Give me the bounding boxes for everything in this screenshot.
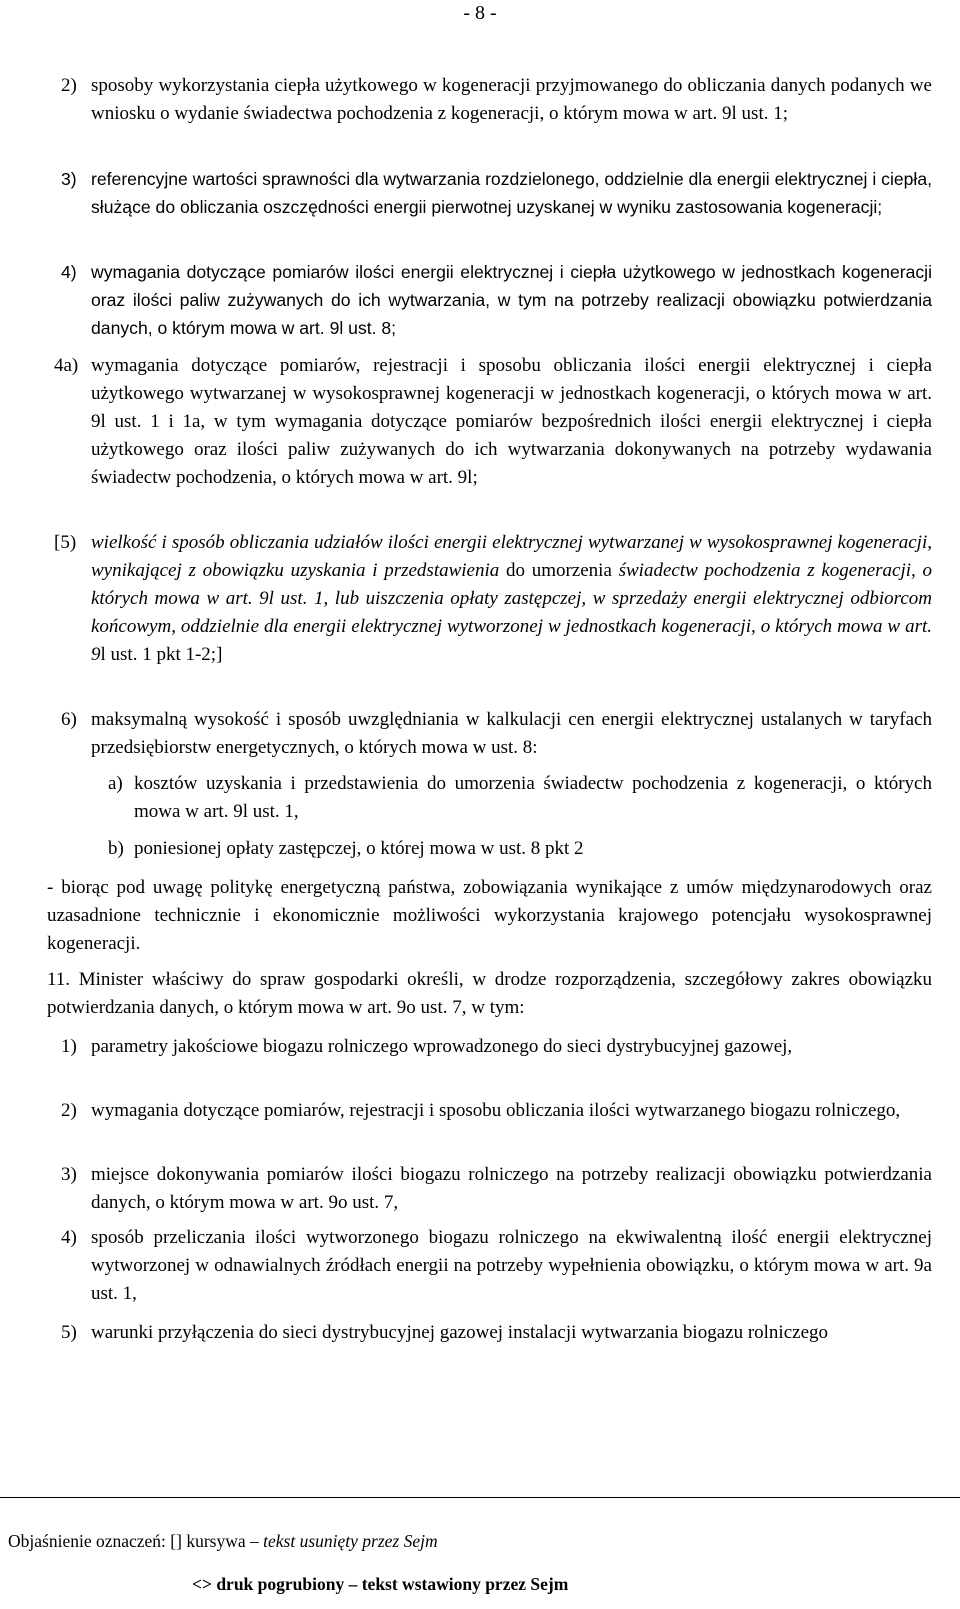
sub-list-item <box>108 770 932 826</box>
list-item <box>61 1033 932 1061</box>
list-item <box>61 1097 932 1125</box>
item-label: 3) <box>61 169 77 189</box>
item-label: 4) <box>61 1227 77 1248</box>
item-label: 5) <box>61 1322 77 1343</box>
item-text: wymagania dotyczące pomiarów ilości energii elektrycznej i ciepła użytkowego w jednostkach kogeneracji oraz ilości paliw zużywanych do ich wytwarzania, w tym na potrzeby realizacji obowiązku potwierdzania danych, o którym mowa w art. 9l ust. 8; <box>91 262 932 338</box>
page-number: - 8 - <box>463 2 497 24</box>
item-text: do umorzenia <box>505 560 612 581</box>
item-text: referencyjne wartości sprawności dla wytwarzania rozdzielonego, oddzielnie dla energii elektrycznej i ciepła, służące do obliczania oszczędności energii pierwotnej uzyskanej w wyniku zastosowania kogeneracji; <box>91 169 933 217</box>
item-label: b) <box>108 838 124 859</box>
list-item <box>61 1319 932 1347</box>
item-label: 2) <box>61 75 77 96</box>
legend-bracket: [] kursywa <box>170 1531 246 1551</box>
item-label: a) <box>108 773 123 794</box>
list-item <box>61 706 932 762</box>
paragraph-text: - biorąc pod uwagę politykę energetyczną państwa, zobowiązania wynikające z umów międzynarodowych oraz uzasadnione technicznie i ekonomicznie możliwości wykorzystania krajowego potencjału wysokosprawnej kogeneracji. <box>47 877 932 954</box>
footer-divider <box>0 1497 960 1498</box>
paragraph-11 <box>47 966 932 1022</box>
item-label: 6) <box>61 709 77 730</box>
list-item <box>54 352 932 492</box>
item-text: wymagania dotyczące pomiarów, rejestracji i sposobu obliczania ilości wytwarzanego biogazu rolniczego, <box>91 1100 901 1121</box>
item-label: 4) <box>61 262 77 282</box>
item-text: warunki przyłączenia do sieci dystrybucyjnej gazowej instalacji wytwarzania biogazu rolniczego <box>91 1322 829 1343</box>
deleted-text: świadectw pochodzenia z kogeneracji, o których mowa w art. 9l ust. 1, lub uiszczenia opłaty zastępczej, w sprzedaży energii elektrycznej odbiorcom końcowym, oddzielnie dla energii elektrycznej wytworzonej w jednostkach kogeneracji, o których mowa w art. 9 <box>91 560 933 665</box>
list-item <box>61 1224 932 1308</box>
deleted-text: wielkość i sposób obliczania udziałów ilości energii elektrycznej wytwarzanej w wysokosprawnej kogeneracji, wynikającej z obowiązku uzyskania i przedstawienia <box>91 532 932 581</box>
item-text: sposób przeliczania ilości wytworzonego biogazu rolniczego na ekwiwalentną ilość energii elektrycznej wytworzonej w odnawialnych źródłach energii na potrzeby wypełnienia obowiązku, o którym mowa w art. 9a ust. 1, <box>91 1227 932 1304</box>
item-text: poniesionej opłaty zastępczej, o której mowa w ust. 8 pkt 2 <box>134 838 584 859</box>
item-text: miejsce dokonywania pomiarów ilości biogazu rolniczego na potrzeby realizacji obowiązku potwierdzania danych, o którym mowa w art. 9o ust. 7, <box>91 1164 932 1213</box>
legend-inserted: <> druk pogrubiony – tekst wstawiony przez Sejm <box>192 1574 569 1594</box>
list-item <box>61 258 932 342</box>
legend-dash: – <box>250 1531 259 1551</box>
item-text: sposoby wykorzystania ciepła użytkowego w kogeneracji przyjmowanego do obliczania danych podanych we wniosku o wydanie świadectwa pochodzenia z kogeneracji, o którym mowa w art. 9l ust. 1; <box>91 75 932 124</box>
sub-list-item <box>108 835 932 863</box>
item-text: maksymalną wysokość i sposób uwzględniania w kalkulacji cen energii elektrycznej ustalanych w taryfach przedsiębiorstw energetycznych, o których mowa w ust. 8: <box>91 709 932 758</box>
legend-label: Objaśnienie oznaczeń: <box>8 1531 166 1551</box>
paragraph-text: Minister właściwy do spraw gospodarki określi, w drodze rozporządzenia, szczegółowy zakres obowiązku potwierdzania danych, o którym mowa w art. 9o ust. 7, w tym: <box>47 969 933 1018</box>
paragraph <box>47 874 932 958</box>
legend-deleted <box>8 1531 438 1552</box>
item-label: 2) <box>61 1100 77 1121</box>
paragraph-number: 11. <box>47 969 71 990</box>
list-item <box>61 165 933 221</box>
item-label: 4a) <box>54 355 79 376</box>
item-label: 3) <box>61 1164 77 1185</box>
item-text: kosztów uzyskania i przedstawienia do umorzenia świadectw pochodzenia z kogeneracji, o których mowa w art. 9l ust. 1, <box>134 773 932 822</box>
item-label: [5) <box>54 532 77 553</box>
legend-deleted-desc: tekst usunięty przez Sejm <box>263 1531 438 1551</box>
item-text: l ust. 1 pkt 1-2;] <box>100 644 223 665</box>
list-item <box>61 72 932 128</box>
list-item <box>61 1161 932 1217</box>
item-text: parametry jakościowe biogazu rolniczego wprowadzonego do sieci dystrybucyjnej gazowej, <box>91 1036 793 1057</box>
item-text: wymagania dotyczące pomiarów, rejestracji i sposobu obliczania ilości energii elektrycznej i ciepła użytkowego wytwarzanej w wysokosprawnej kogeneracji w jednostkach kogeneracji, o których mowa w art. 9l ust. 1 i 1a, w tym wymagania dotyczące pomiarów bezpośrednich ilości energii elektrycznej i ciepła użytkowego oraz ilości paliw zużywanych do ich wytwarzania dokonywanych na potrzeby wydawania świadectw pochodzenia, o których mowa w art. 9l; <box>91 355 932 488</box>
list-item-deleted <box>54 529 933 669</box>
item-label: 1) <box>61 1036 77 1057</box>
